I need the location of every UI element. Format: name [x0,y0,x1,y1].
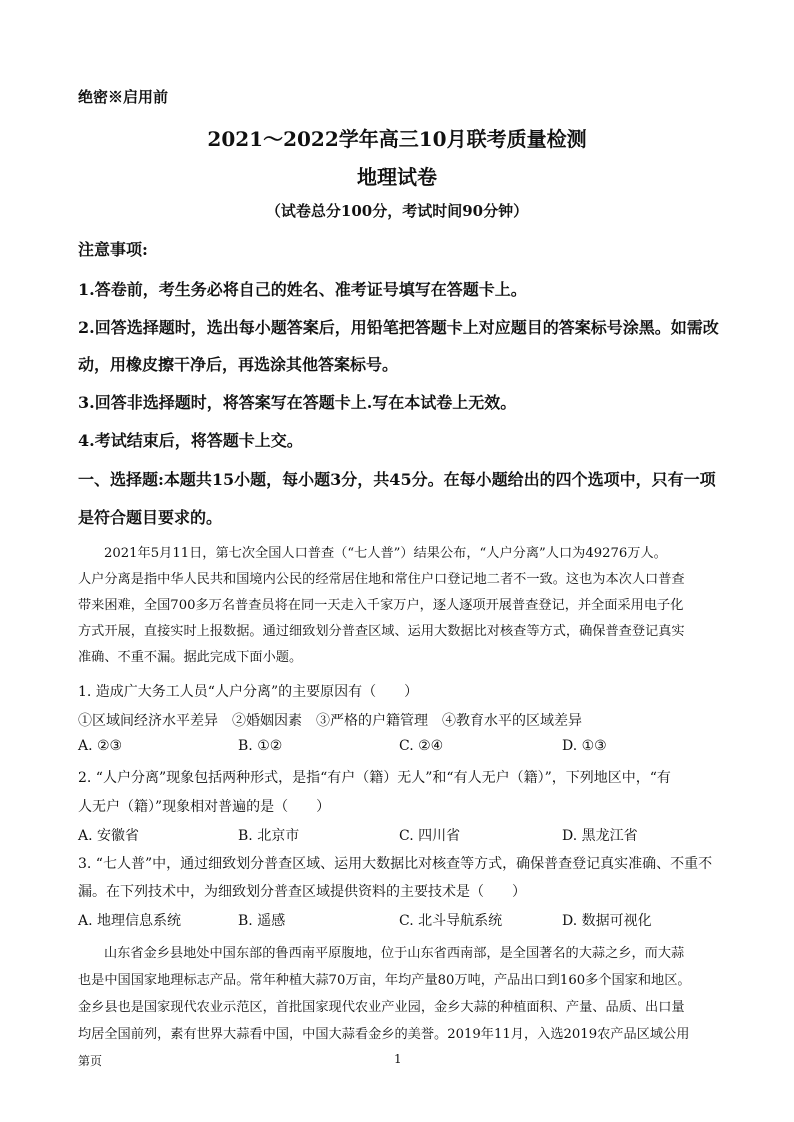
q3-stem: 3. “七人普”中，通过细致划分普查区域、运用大数据比对核查等方式，确保普查登记真实准确、不重不 [78,856,713,872]
q1-option-c: C. ②④ [399,738,444,754]
q1-stem: 1. 造成广大务工人员“人户分离”的主要原因有（ ） [78,684,419,700]
q2-stem-cont: 人无户（籍）”现象相对普遍的是（ ） [78,799,331,815]
passage1-line: 准确、不重不漏。据此完成下面小题。 [78,650,303,665]
exam-title: 2021～2022学年高三10月联考质量检测 [207,127,587,151]
q3-option-a: A. 地理信息系统 [78,913,182,929]
exam-info: （试卷总分100分，考试时间90分钟） [265,202,529,220]
confidential-label: 绝密※启用前 [78,88,169,106]
notice-heading: 注意事项: [78,240,148,259]
notice-item-2: 2.回答选择题时，选出每小题答案后，用铅笔把答题卡上对应题目的答案标号涂黑。如需改 [78,318,719,337]
passage1-line: 带来困难，全国700多万名普查员将在同一天走入千家万户，逐人逐项开展普查登记，并全面采用电子化 [78,598,684,613]
notice-item-4: 4.考试结束后，将答题卡上交。 [78,431,303,450]
passage1-line: 2021年5月11日，第七次全国人口普查（“七人普”）结果公布，“人户分离”人口为49276万人。 [104,546,667,561]
section-heading: 一、选择题:本题共15小题，每小题3分，共45分。在每小题给出的四个选项中，只有一项 [78,470,716,489]
q3-option-d: D. 数据可视化 [562,913,652,929]
q2-option-a: A. 安徽省 [78,828,140,844]
notice-item-1: 1.答卷前，考生务必将自己的姓名、准考证号填写在答题卡上。 [78,280,527,299]
q3-option-c: C. 北斗导航系统 [399,913,503,929]
passage2-line: 均居全国前列，素有世界大蒜看中国，中国大蒜看金乡的美誉。2019年11月，入选2019农产品区域公用 [78,1027,690,1042]
passage2-line: 也是中国国家地理标志产品。常年种植大蒜70万亩，年均产量80万吨，产品出口到160多个国家和地区。 [78,973,691,988]
passage2-line: 金乡县也是国家现代农业示范区，首批国家现代农业产业园，金乡大蒜的种植面积、产量、品质、出口量 [78,1000,685,1015]
page-number: 1 [394,1052,402,1066]
notice-item-2-cont: 动，用橡皮擦干净后，再选涂其他答案标号。 [78,355,399,374]
q1-option-a: A. ②③ [78,738,123,754]
section-heading-cont: 是符合题目要求的。 [78,508,223,527]
notice-item-3: 3.回答非选择题时，将答案写在答题卡上.写在本试卷上无效。 [78,393,517,412]
passage1-line: 方式开展，直接实时上报数据。通过细致划分普查区域、运用大数据比对核查等方式，确保普查登记真实 [78,624,685,639]
q1-option-d: D. ①③ [562,738,607,754]
q2-option-b: B. 北京市 [238,828,300,844]
page-footer-label: 第页 [78,1054,103,1068]
q1-items: ①区域间经济水平差异 ②婚姻因素 ③严格的户籍管理 ④教育水平的区域差异 [78,713,582,729]
q3-option-b: B. 遥感 [238,913,286,929]
subject-title: 地理试卷 [357,165,437,189]
q1-option-b: B. ①② [238,738,283,754]
passage2-line: 山东省金乡县地处中国东部的鲁西南平原腹地，位于山东省西南部，是全国著名的大蒜之乡，而大蒜 [104,946,685,961]
q2-option-d: D. 黑龙江省 [562,828,638,844]
q2-stem: 2. “人户分离”现象包括两种形式，是指“有户（籍）无人”和“有人无户（籍）”，下列地区中，“有 [78,770,671,786]
q3-stem-cont: 漏。在下列技术中，为细致划分普查区域提供资料的主要技术是（ ） [78,884,526,900]
passage1-line: 人户分离是指中华人民共和国境内公民的经常居住地和常住户口登记地二者不一致。这也为本次人口普查 [78,572,685,587]
q2-option-c: C. 四川省 [399,828,461,844]
